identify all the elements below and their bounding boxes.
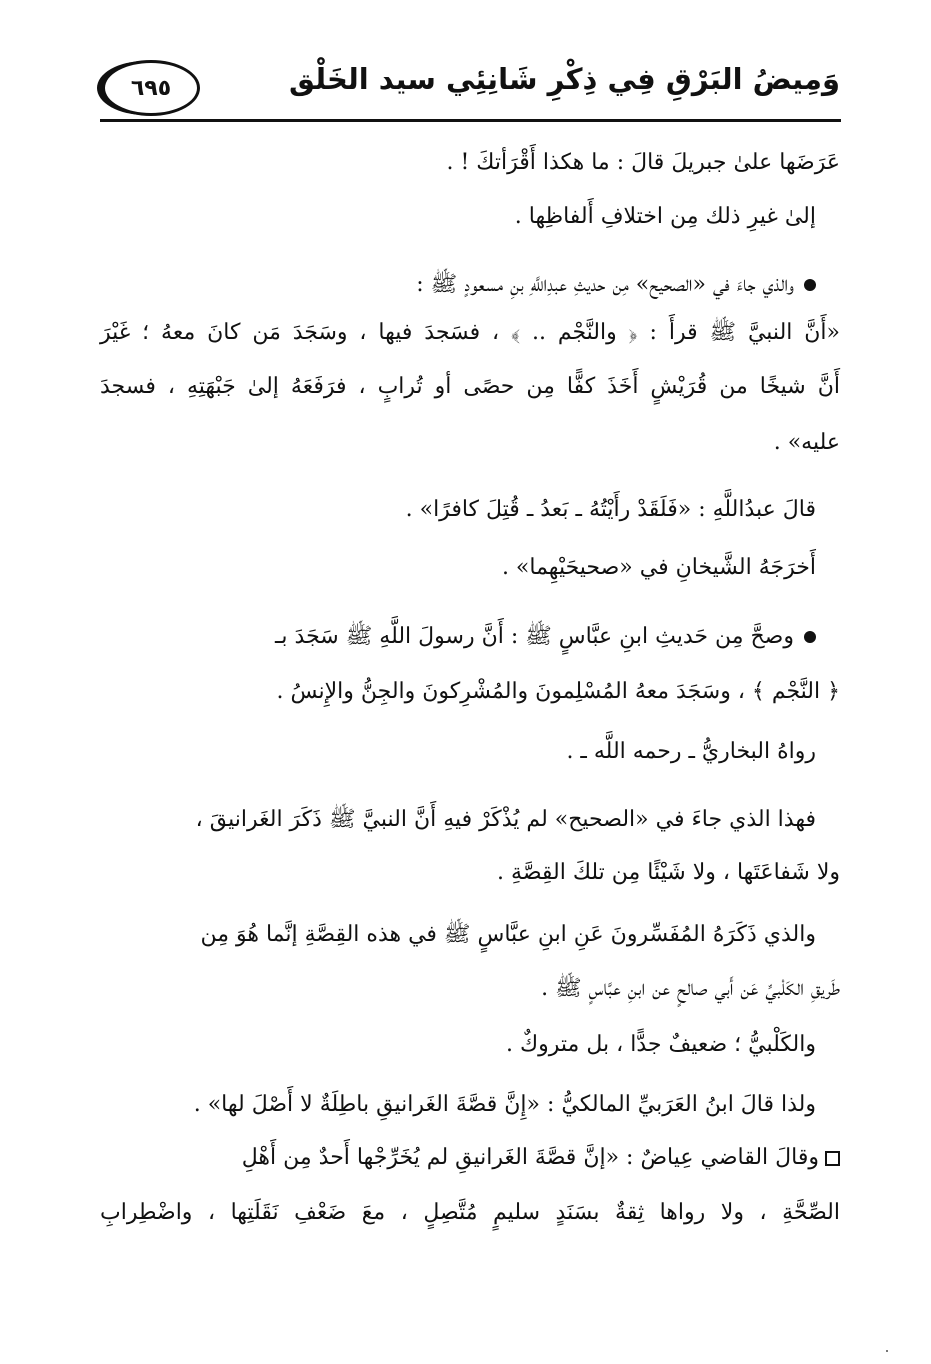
text-line: طَريقِ الكَلْبيِّ عَن أَبي صالحٍ عن ابنِ عبَّاسٍ ﷺ . <box>541 976 840 1001</box>
bullet-icon <box>804 631 816 643</box>
text-line: والكَلْبيُّ ؛ ضعيفٌ جدًّا ، بل متروكٌ . <box>506 1032 816 1057</box>
square-marker-icon <box>825 1151 840 1166</box>
text-line: الصِّحَّةِ ، ولا رواها ثِقةٌ بسَنَدٍ سليمٍ مُتَّصِلٍ ، معَ ضَعْفِ نَقَلَتِها ، واضْطِرابِ <box>100 1200 840 1225</box>
text-line: ولا شَفاعَتَها ، ولا شَيْئًا مِن تلكَ القِصَّةِ . <box>497 860 840 885</box>
running-title: وَمِيضُ البَرْقِ فِي ذِكْرِ شَانِئِي سيد الخَلْق <box>289 62 840 96</box>
paragraph-first-line <box>416 265 816 305</box>
text-line: أَنَّ شيخًا من قُرَيْشٍ أَخَذَ كفًّا مِن حصًى أو تُرابٍ ، فرَفَعَهُ إلىٰ جَبْهَتِهِ ، فسجدَ <box>100 374 840 399</box>
text-line: إلىٰ غيرِ ذلك مِن اختلافِ أَلفاظِها . <box>514 204 816 229</box>
scan-speck <box>886 1350 888 1352</box>
text-line: والذي ذَكَرَهُ المُفَسِّرونَ عَنِ ابنِ عبَّاسٍ ﷺ في هذه القِصَّةِ إنَّما هُوَ مِن <box>200 922 816 947</box>
text-line: وصحَّ مِن حَديثِ ابنِ عبَّاسٍ ﷺ : أَنَّ رسولَ اللَّهِ ﷺ سَجَدَ بـ <box>274 624 794 649</box>
text-line: ﴿ النَّجْم ﴾ ، وسَجَدَ معهُ المُسْلِمونَ والمُشْرِكونَ والجِنُّ والإِنسُ . <box>276 679 840 704</box>
text-line: فهذا الذي جاءَ في «الصحيح» لم يُذْكَرْ فيهِ أَنَّ النبيَّ ﷺ ذَكَرَ الغَرانيقَ ، <box>195 807 816 832</box>
running-header <box>100 50 840 120</box>
paragraph-first-line <box>275 617 816 657</box>
bullet-icon <box>804 279 816 291</box>
text-line: قالَ عبدُاللَّهِ : «فَلَقَدْ رأَيْتُهُ ـ بَعدُ ـ قُتِلَ كافرًا» . <box>405 497 816 522</box>
text-line: عَرَضَها علىٰ جبريلَ قالَ : ما هكذا أَقْرَأتكَ ! . <box>446 150 840 175</box>
text-line: عليه» . <box>773 430 840 455</box>
page-number-badge <box>102 60 200 116</box>
text-line: رواهُ البخاريُّ ـ رحمه اللَّه ـ . <box>566 739 816 764</box>
text-line: «أَنَّ النبيَّ ﷺ قرأَ : ﴿ والنَّجْم .. ﴾ ، فسَجدَ فيها ، وسَجَدَ مَن كانَ معهُ ؛ غَيْرَ <box>100 320 840 345</box>
header-rule <box>100 119 841 122</box>
text-line: أَخرَجَهُ الشَّيخانِ في «صحيحَيْهِما» . <box>501 555 816 580</box>
page-number: ٦٩٥ <box>130 75 172 101</box>
text-line: والذي جاءَ في «الصحيح» مِن حديثِ عبدِاللَّهِ بنِ مسعودٍ ﷺ : <box>416 272 794 297</box>
text-line: ولذا قالَ ابنُ العَرَبيِّ المالكيُّ : «إِنَّ قصَّةَ الغَرانيقِ باطِلَةٌ لا أَصْلَ لها» . <box>193 1092 816 1117</box>
paragraph-first-line <box>242 1138 840 1178</box>
text-line: وقالَ القاضي عِياضٌ : «إنَّ قصَّةَ الغَرانيقِ لم يُخَرِّجْها أَحدٌ مِن أَهْلِ <box>241 1145 819 1170</box>
